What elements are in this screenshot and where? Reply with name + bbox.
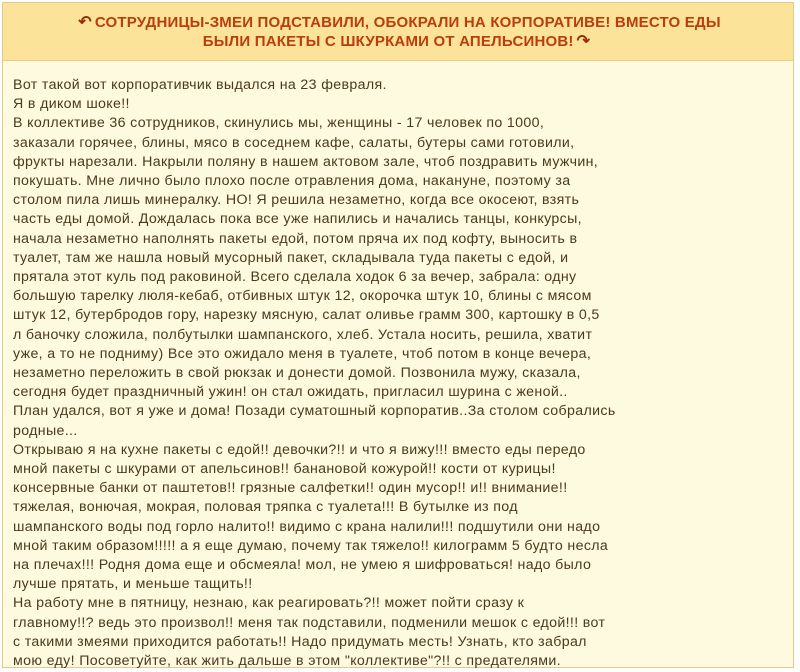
post-text-line: родные... bbox=[13, 422, 78, 439]
post-text-line: туалет, там же нашла новый мусорный пакет, складывала туда пакеты с едой, и bbox=[13, 249, 569, 266]
post-title-line1: СОТРУДНИЦЫ-ЗМЕИ ПОДСТАВИЛИ, ОБОКРАЛИ НА КОРПОРАТИВЕ! ВМЕСТО ЕДЫ bbox=[94, 13, 721, 31]
post-text-line: сегодня будет праздничный ужин! он стал ожидать, пригласил шурина с женой.. bbox=[13, 384, 568, 401]
post-text-line: уже, а то не подниму) Все это ожидало меня в туалете, чтоб потом в конце вечера, bbox=[13, 345, 592, 362]
post-text-line: Вот такой вот корпоративчик выдался на 23 февраля. bbox=[13, 77, 387, 93]
post-text-line: штук 12, бутербродов гору, нарезку мясную, салат оливье грамм 300, картошку в 0,5 bbox=[13, 307, 600, 324]
post-text-line: на плечах!!! Родня дома еще и обсмеяла! мол, не умею я шифроваться! надо было bbox=[13, 557, 592, 574]
post-text-line: начала незаметно наполнять пакеты едой, потом пряча их под кофту, выносить в bbox=[13, 230, 578, 247]
post-text-line: столом пила лишь минералку. НО! Я решила незаметно, когда все окосеют, взять bbox=[13, 192, 580, 209]
post-card bbox=[2, 2, 794, 668]
post-text-line: с такими змеями приходится работать!! Надо придумать месть! Узнать, кто забрал bbox=[13, 633, 587, 650]
post-text-line: тяжелая, вонючая, мокрая, половая тряпка с туалета!!! В бутылке из под bbox=[13, 499, 518, 516]
post-text-line: План удался, вот я уже и дома! Позади суматошный корпоратив..За столом собрались bbox=[13, 403, 616, 420]
post-title-line2: БЫЛИ ПАКЕТЫ С ШКУРКАМИ ОТ АПЕЛЬСИНОВ! bbox=[202, 32, 574, 50]
post-text-line: л баночку сложила, полбутылки шампанского, хлеб. Устала носить, решила, хватит bbox=[13, 326, 593, 343]
post-text-line: мою еду! Посоветуйте, как жить дальше в этом "коллективе"?!! с предателями. bbox=[13, 653, 561, 670]
post-text-line: большую тарелку люля-кебаб, отбивных штук 12, окорочка штук 10, блины с мясом bbox=[13, 288, 592, 305]
post-text-line: заказали горячее, блины, мясо в соседнем кафе, салаты, бутеры сами готовили, bbox=[13, 134, 575, 151]
post-text-line: мной таким образом!!!!! а я еще думаю, почему так тяжело!! килограмм 5 будто несла bbox=[13, 537, 609, 554]
post-text-line: фрукты нарезали. Накрыли поляну в нашем актовом зале, чтоб поздравить мужчин, bbox=[13, 153, 599, 170]
post-title[interactable] bbox=[75, 13, 720, 51]
post-text-line: прятала этот куль под раковиной. Всего сделала ходок 6 за вечер, забрала: одну bbox=[13, 269, 577, 286]
post-text-line: покушать. Мне лично было плохо после отравления дома, накануне, поэтому за bbox=[13, 173, 571, 190]
post-text-line: В коллективе 36 сотрудников, скинулись мы, женщины - 17 человек по 1000, bbox=[13, 115, 545, 132]
post-text-line: шампанского воды под горло налито!! видимо с крана налили!!! подшутили они надо bbox=[13, 518, 601, 535]
post-text-line: лучше прятать, и меньше тащить!! bbox=[13, 576, 253, 593]
post-text-line: Я в диком шоке!! bbox=[13, 96, 130, 113]
post-text-line: мной пакеты с шкурами от апельсинов!! банановой кожурой!! кости от курицы! bbox=[13, 461, 556, 478]
post-text-line: консервные банки от паштетов!! грязные салфетки!! один мусор!! и!! внимание!! bbox=[13, 480, 568, 497]
left-arrow-icon: ↶ bbox=[78, 13, 92, 31]
right-arrow-icon: ↷ bbox=[576, 32, 591, 50]
post-header bbox=[3, 3, 793, 61]
post-text-line: Открываю я на кухне пакеты с едой!! девочки?!! и что я вижу!!! вместо еды передо bbox=[13, 441, 586, 458]
post-text-line: часть еды домой. Дождалась пока все уже напились и начались танцы, конкурсы, bbox=[13, 211, 582, 228]
post-text-line: главному!!? ведь это произвол!! меня так подставили, подменили мешок с едой!!! вот bbox=[13, 614, 606, 631]
post-text-line: незаметно переложить в свой рюкзак и донести домой. Позвонила мужу, сказала, bbox=[13, 365, 581, 382]
post-body bbox=[13, 76, 785, 671]
post-text-line: На работу мне в пятницу, незнаю, как реагировать?!! может пойти сразу к bbox=[13, 595, 525, 612]
